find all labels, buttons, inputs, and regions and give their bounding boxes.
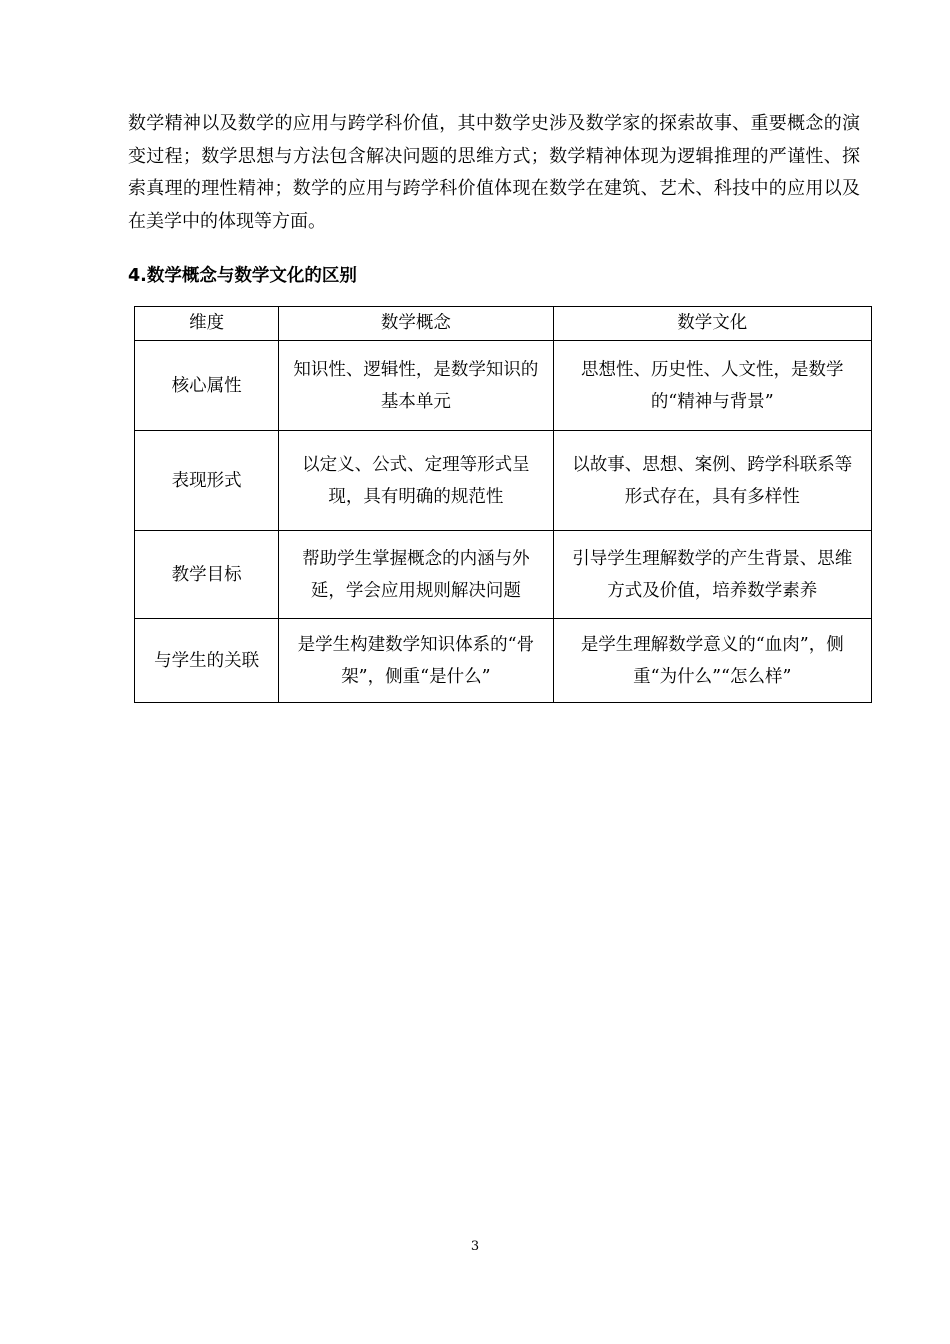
cell-culture: 是学生理解数学意义的“血肉”，侧重“为什么”“怎么样” <box>553 619 871 703</box>
table-row <box>135 531 872 619</box>
cell-culture: 思想性、历史性、人文性，是数学的“精神与背景” <box>553 341 871 431</box>
table-row <box>135 341 872 431</box>
table-row <box>135 619 872 703</box>
section-heading: 4.数学概念与数学文化的区别 <box>128 266 357 286</box>
header-concept: 数学概念 <box>279 307 553 341</box>
cell-dimension: 与学生的关联 <box>135 619 279 703</box>
table-row <box>135 431 872 531</box>
body-paragraph: 数学精神以及数学的应用与跨学科价值，其中数学史涉及数学家的探索故事、重要概念的演变过程；数学思想与方法包含解决问题的思维方式；数学精神体现为逻辑推理的严谨性、探索真理的理性精神；数学的应用与跨学科价值体现在数学在建筑、艺术、科技中的应用以及在美学中的体现等方面。 <box>128 113 860 232</box>
cell-concept: 知识性、逻辑性，是数学知识的基本单元 <box>279 341 553 431</box>
cell-concept: 以定义、公式、定理等形式呈现，具有明确的规范性 <box>279 431 553 531</box>
table-header-row <box>135 307 872 341</box>
cell-dimension: 核心属性 <box>135 341 279 431</box>
cell-concept: 帮助学生掌握概念的内涵与外延，学会应用规则解决问题 <box>279 531 553 619</box>
header-culture: 数学文化 <box>553 307 871 341</box>
cell-dimension: 教学目标 <box>135 531 279 619</box>
cell-concept: 是学生构建数学知识体系的“骨架”，侧重“是什么” <box>279 619 553 703</box>
header-dimension: 维度 <box>135 307 279 341</box>
page-number: 3 <box>470 1239 480 1254</box>
cell-dimension: 表现形式 <box>135 431 279 531</box>
cell-culture: 引导学生理解数学的产生背景、思维方式及价值，培养数学素养 <box>553 531 871 619</box>
cell-culture: 以故事、思想、案例、跨学科联系等形式存在，具有多样性 <box>553 431 871 531</box>
comparison-table <box>134 306 872 703</box>
